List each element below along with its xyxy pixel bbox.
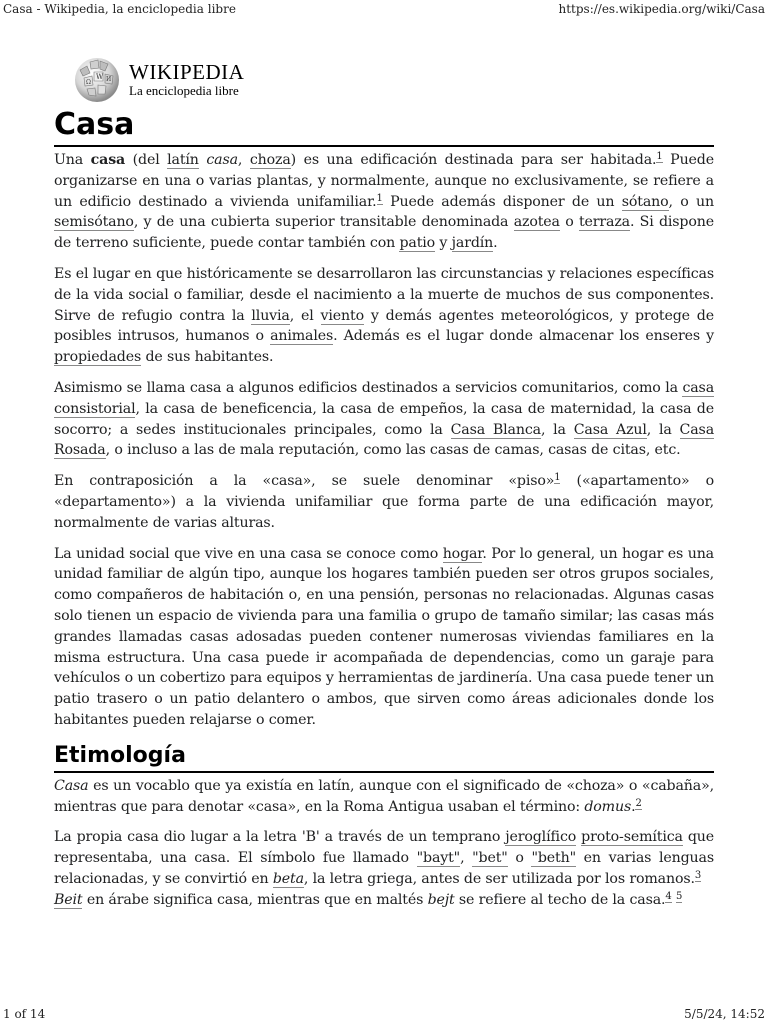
link-jeroglifico[interactable]: jeroglífico bbox=[505, 829, 577, 846]
link-casa-azul[interactable]: Casa Azul bbox=[573, 421, 647, 438]
paragraph-5: La unidad social que vive en una casa se conoce como hogar. Por lo general, un hogar es una unidad familiar de algún tipo, aunque los hogares también pueden ser otros grupos sociales, como compañeros de habitación o, en una pensión, personas no relacionadas. Algunas casas solo tienen un espacio de vivienda para una familia o grupo de tamaño similar; las casas más grandes llamadas casas adosadas pueden contener numerosas viviendas familiares en la misma estructura. Una casa puede ir acompañada de dependencias, como un garaje para vehículos o un cobertizo para equipos y herramientas de jardinería. Una casa puede tener un patio trasero o un patio delantero o ambos, que sirven como áreas adicionales donde los habitantes pueden relajarse o comer. bbox=[54, 545, 714, 728]
link-viento[interactable]: viento bbox=[320, 307, 364, 324]
link-bet[interactable]: "bet" bbox=[472, 850, 508, 867]
link-propiedades[interactable]: propiedades bbox=[54, 349, 142, 366]
reference-1[interactable]: 1 bbox=[376, 192, 383, 204]
link-semisotano[interactable]: semisótano bbox=[54, 214, 134, 231]
paragraph-3: Asimismo se llama casa a algunos edificios destinados a servicios comunitarios, como la casa consistorial, la casa de beneficencia, la casa de empeños, la casa de maternidad, la casa de socorro; a sedes institucionales principales, como la Casa Blanca, la Casa Azul, la Casa Rosada, o incluso a las de mala reputación, como las casas de camas, casas de citas, etc. bbox=[54, 379, 714, 459]
reference-2[interactable]: 2 bbox=[635, 797, 642, 809]
reference-1[interactable]: 1 bbox=[554, 472, 561, 484]
link-casa-blanca[interactable]: Casa Blanca bbox=[450, 421, 541, 438]
link-lluvia[interactable]: lluvia bbox=[251, 307, 290, 324]
paragraph-intro: Una casa (del latín casa, choza) es una edificación destinada para ser habitada.$^1$ Puede organizarse en una o varias plantas, y normalmente, aunque no exclusivamente, se refiere a un edificio destinado a vivienda unifamiliar.$^1$ Puede además disponer de un sótano, o un semisótano, y de una cubierta superior transitable denominada azotea o terraza. Si dispone de terreno suficiente, puede contar también con patio y jardín. bbox=[54, 151, 714, 252]
link-choza[interactable]: choza bbox=[249, 152, 291, 168]
print-datetime: 5/5/24, 14:52 bbox=[684, 1007, 765, 1021]
paragraph-etimologia-2: La propia casa dio lugar a la letra 'B' a través de un temprano jeroglífico proto-semítica que representaba, una casa. El símbolo fue llamado "bayt", "bet" o "beth" en varias lenguas relacionadas, y se convirtió en beta, la letra griega, antes de ser utilizada por los romanos.$^3$ Beit en árabe significa casa, mientras que en maltés bejt se refiere al techo de la casa.$^4$ $^5$ bbox=[54, 829, 714, 908]
link-casa-rosada[interactable]: Casa Rosada bbox=[54, 421, 714, 459]
link-beta[interactable]: beta bbox=[272, 870, 304, 887]
reference-5[interactable]: 5 bbox=[675, 890, 683, 902]
section-heading-etimologia: Etimología bbox=[54, 741, 714, 773]
link-proto-semitica[interactable]: proto-semítica bbox=[581, 829, 683, 846]
wikipedia-logo[interactable] bbox=[72, 54, 714, 104]
reference-4[interactable]: 4 bbox=[665, 890, 672, 902]
page-title: Casa bbox=[54, 105, 714, 147]
link-jardin[interactable]: jardín bbox=[451, 235, 494, 252]
print-header-url: https://es.wikipedia.org/wiki/Casa bbox=[558, 2, 765, 16]
link-casa-consistorial[interactable]: casa consistorial bbox=[54, 379, 714, 417]
svg-text:W: W bbox=[96, 73, 104, 81]
reference-3[interactable]: 3 bbox=[694, 869, 702, 881]
link-beit[interactable]: Beit bbox=[54, 891, 83, 908]
paragraph-4: En contraposición a la «casa», se suele denominar «piso»$^1$ («apartamento» o «departamento») a la vivienda unifamiliar que forma parte de una edificación mayor, normalmente de varias alturas. bbox=[54, 472, 714, 531]
svg-text:И: И bbox=[106, 76, 112, 83]
print-header bbox=[0, 2, 768, 20]
paragraph-2: Es el lugar en que históricamente se desarrollaron las circunstancias y relaciones específicas de la vida social o familiar, desde el nacimiento a la muerte de muchos de sus componentes. Sirve de refugio contra la lluvia, el viento y demás agentes meteorológicos, y protege de posibles intrusos, humanos o animales. Además es el lugar donde almacenar los enseres y propiedades de sus habitantes. bbox=[54, 265, 714, 366]
svg-text:Ω: Ω bbox=[86, 79, 91, 86]
link-animales[interactable]: animales bbox=[270, 328, 334, 345]
page-number: 1 of 14 bbox=[3, 1007, 46, 1021]
paragraph-etimologia-1: Casa es un vocablo que ya existía en latín, aunque con el significado de «choza» o «cabaña», mientras que para denotar «casa», en la Roma Antigua usaban el término: domus.$^2$ bbox=[54, 777, 714, 815]
wikipedia-tagline: La enciclopedia libre bbox=[129, 83, 239, 98]
reference-1[interactable]: 1 bbox=[656, 151, 663, 162]
link-terraza[interactable]: terraza bbox=[578, 214, 630, 231]
link-patio[interactable]: patio bbox=[399, 235, 436, 252]
link-azotea[interactable]: azotea bbox=[513, 214, 560, 231]
link-sotano[interactable]: sótano bbox=[621, 193, 669, 210]
print-header-title: Casa - Wikipedia, la enciclopedia libre bbox=[3, 2, 236, 16]
wikipedia-wordmark: WIKIPEDIA bbox=[129, 60, 245, 84]
article-page bbox=[54, 54, 714, 911]
link-bayt[interactable]: "bayt" bbox=[416, 850, 461, 867]
print-footer bbox=[0, 1007, 768, 1023]
link-hogar[interactable]: hogar bbox=[442, 545, 483, 562]
wikipedia-globe-icon bbox=[72, 54, 122, 104]
link-beth[interactable]: "beth" bbox=[531, 850, 576, 867]
link-latin[interactable]: latín bbox=[167, 152, 199, 168]
